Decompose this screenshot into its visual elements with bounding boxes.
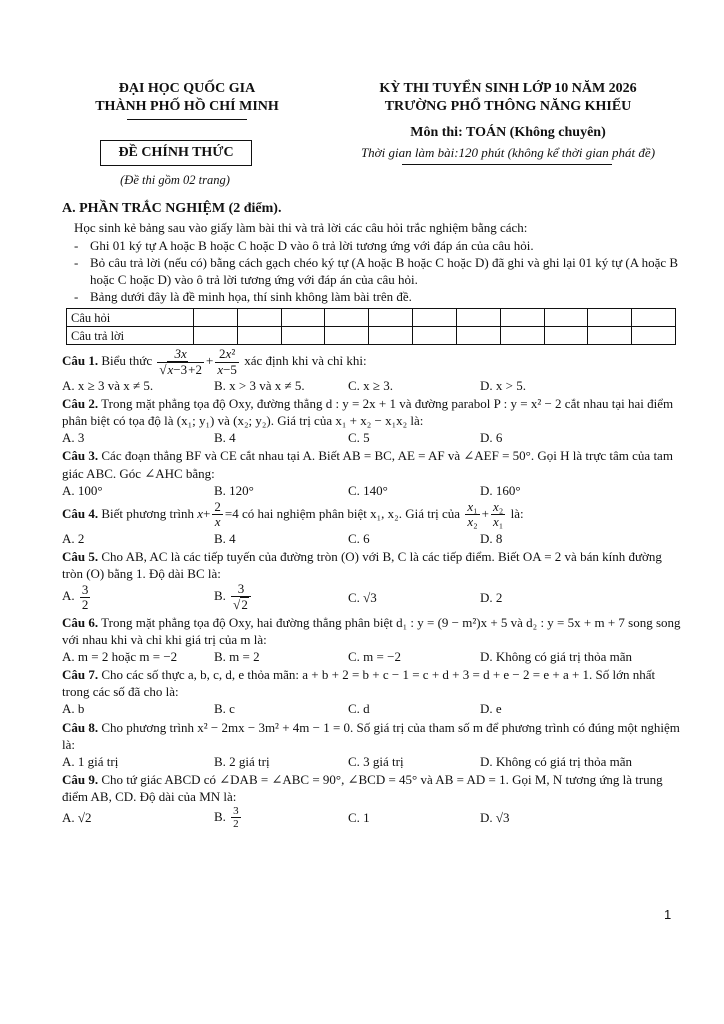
option-d: D. 160° <box>480 482 521 498</box>
question-4: Câu 4. Biết phương trình x+ $\frac{2}{x}$ =4 có hai nghiệm phân biệt x₁, x₂. Giá trị của $\frac{\text{x₁}}{\text{x₂}}$ + $\frac{\text{x₂}}{\text{x₁}}$ là: <box>62 498 524 530</box>
option-c: C. 6 <box>348 530 370 546</box>
question-6: Câu 6. Trong mặt phẳng tọa độ Oxy, hai đường thẳng phân biệt d₁ : y = (9 − m²)x + 5 và d₂ : y = 5x + m + 7 song song với nhau khi và chỉ khi giá trị của m là: <box>62 614 681 647</box>
answer-options <box>62 530 682 547</box>
table-row <box>67 327 676 345</box>
exam-subject: Môn thi: TOÁN (Không chuyên) <box>410 125 606 140</box>
option-d: D. 8 <box>480 530 503 546</box>
answer-cell <box>369 309 413 327</box>
answer-cell <box>500 327 544 345</box>
table-row <box>67 309 676 327</box>
school-name: TRƯỜNG PHỔ THÔNG NĂNG KHIẾU <box>384 99 632 115</box>
answer-cell <box>544 327 588 345</box>
section-a-title: A. PHẦN TRẮC NGHIỆM (2 điểm). <box>62 201 282 216</box>
option-a: A. 100° <box>62 482 103 498</box>
option-a: A. m = 2 hoặc m = −2 <box>62 648 178 664</box>
answer-cell <box>325 327 369 345</box>
option-c: C. 1 <box>348 810 370 826</box>
question-7: Câu 7. Cho các số thực a, b, c, d, e thỏa mãn: a + b + 2 = b + c − 1 = c + d + 3 = d + e − 2 = e + a + 1. Số lớn nhất trong các số đã cho là: <box>62 667 656 700</box>
question-9: Câu 9. Cho tứ giác ABCD có ∠DAB = ∠ABC = 90°, ∠BCD = 45° và AB = AD = 1. Gọi M, N tương ứng là trung điểm AB, CD. Độ dài của MN là: <box>62 772 663 805</box>
option-d: D. 6 <box>480 430 503 446</box>
option-a: A. 1 giá trị <box>62 753 119 769</box>
instruction-bullet: - Bỏ câu trả lời (nếu có) bằng cách gạch chéo ký tự (A hoặc B hoặc C hoặc D) đã ghi và ghi lại 01 ký tự (A hoặc B hoặc C hoặc D) vào ô trả lời tương ứng với đáp án của câu hỏi. <box>74 254 679 287</box>
question-3: Câu 3. Các đoạn thẳng BF và CE cắt nhau tại A. Biết AB = BC, AE = AF và ∠AEF = 50°. Gọi H là trực tâm của tam giác ABC. Góc ∠AHC bằng: <box>62 448 673 481</box>
answer-options <box>62 482 682 499</box>
option-b: B. m = 2 <box>214 648 260 664</box>
option-d: D. Không có giá trị thỏa mãn <box>480 648 632 664</box>
option-d: D. 2 <box>480 589 503 605</box>
answer-cell <box>588 309 632 327</box>
question-8: Câu 8. Cho phương trình x² − 2mx − 3m² + 4m − 1 = 0. Số giá trị của tham số m để phương trình có đúng một nghiệm là: <box>62 719 680 752</box>
option-a: A. √2 <box>62 810 92 826</box>
option-b: B. 4 <box>214 530 236 546</box>
answer-options <box>62 805 682 830</box>
fraction: $\frac{3x}{√x-3+2}$ <box>159 346 202 377</box>
option-c: C. d <box>348 701 370 717</box>
answer-table <box>66 308 676 345</box>
time-underline <box>402 164 612 165</box>
option-a: A. 2 <box>62 530 85 546</box>
answer-cell <box>194 327 238 345</box>
answer-cell <box>632 327 676 345</box>
option-d: D. Không có giá trị thỏa mãn <box>480 753 632 769</box>
exam-header <box>318 80 698 117</box>
option-a: A. 3 <box>62 430 85 446</box>
answer-options <box>62 582 682 613</box>
answer-cell <box>325 309 369 327</box>
exam-time: Thời gian làm bài:120 phút (không kể thời gian phát đề) <box>360 145 656 160</box>
answer-cell <box>194 309 238 327</box>
fraction: $\frac{\text{x₁}}{\text{x₂}}$ <box>467 498 478 530</box>
option-c: C. 140° <box>348 482 388 498</box>
answer-cell <box>456 327 500 345</box>
answer-cell <box>413 327 457 345</box>
pages-note: (Đề thi gồm 02 trang) <box>120 173 230 187</box>
option-b: B. $\frac{3}{2}$ <box>214 805 239 831</box>
page-number: 1 <box>664 907 672 922</box>
option-a: A. x ≥ 3 và x ≠ 5. <box>62 377 154 393</box>
answer-options <box>62 429 682 446</box>
answer-options <box>62 700 682 717</box>
answer-cell <box>281 327 325 345</box>
answer-cell <box>369 327 413 345</box>
answer-cell <box>237 327 281 345</box>
option-b: B. 120° <box>214 482 254 498</box>
answer-cell <box>588 327 632 345</box>
section-a-intro: Học sinh kẻ bảng sau vào giấy làm bài thi và trả lời các câu hỏi trắc nghiệm bằng cách: <box>74 220 528 236</box>
answer-options <box>62 377 682 394</box>
fraction: $\frac{\text{x₂}}{\text{x₁}}$ <box>493 498 504 530</box>
answer-cell <box>456 309 500 327</box>
option-a: A. b <box>62 701 85 717</box>
question-5: Câu 5. Cho AB, AC là các tiếp tuyến của đường tròn (O) với B, C là các tiếp điểm. Biết OA = 2 và bán kính đường tròn (O) bằng 1. Độ dài BC là: <box>62 548 662 581</box>
option-d: D. x > 5. <box>480 377 526 393</box>
exam-title: KỲ THI TUYỂN SINH LỚP 10 NĂM 2026 <box>379 81 637 96</box>
header-underline <box>127 119 247 120</box>
city-name: THÀNH PHỐ HỒ CHÍ MINH <box>95 99 279 115</box>
instruction-bullet: - Bảng dưới đây là đề minh họa, thí sinh không làm bài trên đề. <box>74 289 412 305</box>
answer-options <box>62 753 682 770</box>
answer-cell <box>544 309 588 327</box>
option-c: C. √3 <box>348 589 377 605</box>
option-c: C. 5 <box>348 430 370 446</box>
option-a: A. $\frac{3}{2}$ <box>62 581 89 612</box>
fraction: $\frac{2}{x}$ <box>214 498 221 530</box>
option-b: B. 4 <box>214 430 236 446</box>
answer-cell <box>500 309 544 327</box>
answer-cell <box>237 309 281 327</box>
option-d: D. √3 <box>480 810 510 826</box>
option-c: C. x ≥ 3. <box>348 377 394 393</box>
option-b: B. $\frac{3}{√2}$ <box>214 582 348 613</box>
answer-options <box>62 648 682 665</box>
table-header-question: Câu hỏi <box>67 309 194 327</box>
instruction-bullet: - Ghi 01 ký tự A hoặc B hoặc C hoặc D vào ô trả lời tương ứng với đáp án của câu hỏi. <box>74 237 534 253</box>
university-name: ĐẠI HỌC QUỐC GIA <box>118 81 256 96</box>
table-header-answer: Câu trả lời <box>67 327 194 345</box>
option-b: B. x > 3 và x ≠ 5. <box>214 377 305 393</box>
official-exam-box: ĐỀ CHÍNH THỨC <box>100 140 252 166</box>
question-1: Câu 1. Biểu thức $\frac{3x}{√x-3+2}$ + $\frac{\text{2x²}}{x-5}$ xác định khi và chỉ khi: <box>62 346 367 377</box>
university-header <box>62 80 312 120</box>
exam-content <box>62 200 682 831</box>
question-2: Câu 2. Trong mặt phẳng tọa độ Oxy, đường thẳng d : y = 2x + 1 và đường parabol P : y = x² − 2 cắt nhau tại hai điểm phân biệt có tọa độ là (x₁; y₁) và (x₂; y₂). Giá trị của x₁ + x₂ − x₁x₂ là: <box>62 396 674 429</box>
option-c: C. 3 giá trị <box>348 753 404 769</box>
option-b: B. 2 giá trị <box>214 753 270 769</box>
option-b: B. c <box>214 701 235 717</box>
option-c: C. m = −2 <box>348 648 401 664</box>
answer-cell <box>632 309 676 327</box>
answer-cell <box>281 309 325 327</box>
option-d: D. e <box>480 701 502 717</box>
answer-cell <box>413 309 457 327</box>
fraction: $\frac{\text{2x²}}{x-5}$ <box>217 346 237 377</box>
